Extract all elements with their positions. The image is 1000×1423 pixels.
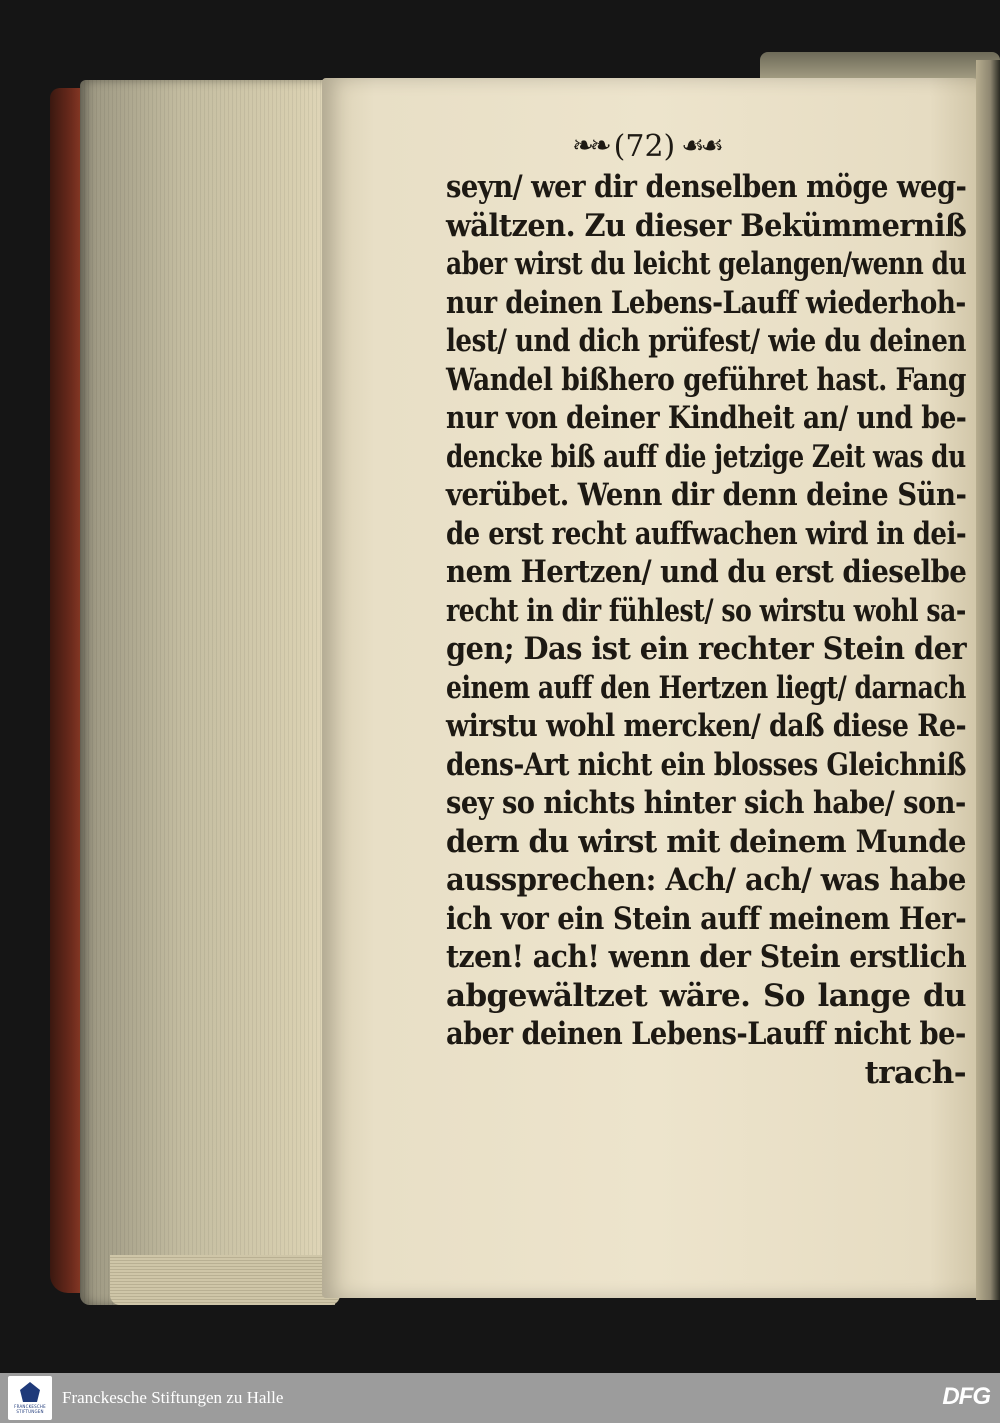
text-line: wirstu wohl mercken/ daß diese Re- — [446, 708, 967, 744]
text-line: lest/ und dich prüfest/ wie du deinen — [446, 323, 966, 359]
text-line: aber deinen Lebens-Lauff nicht be- — [446, 1016, 966, 1052]
left-ornament-icon: ❧❧ — [572, 131, 608, 161]
text-line: nur von deiner Kindheit an/ und be- — [446, 400, 967, 436]
text-line: Wandel bißhero geführet hast. Fang — [446, 361, 966, 398]
page-text — [446, 168, 966, 1092]
footer-bar — [0, 1373, 1000, 1423]
text-line: aussprechen: Ach/ ach/ was habe — [446, 862, 966, 898]
text-line: tzen! ach! wenn der Stein erstlich — [446, 939, 967, 975]
text-line: nem Hertzen/ und du erst dieselbe — [446, 554, 967, 590]
text-line: nur deinen Lebens-Lauff wiederhoh- — [446, 284, 966, 321]
text-line: ich vor ein Stein auff meinem Her- — [446, 900, 967, 937]
text-line: de erst recht auffwachen wird in dei- — [446, 515, 967, 552]
text-line: einem auff den Hertzen liegt/ darnach — [446, 669, 966, 706]
page-right-edge — [976, 60, 1000, 1300]
page-edges — [80, 80, 335, 1305]
text-line: dern du wirst mit deinem Munde — [446, 823, 966, 860]
institution-logo[interactable] — [8, 1376, 52, 1420]
text-line: seyn/ wer dir denselben möge weg- — [446, 169, 967, 205]
text-line: dens-Art nicht ein blosses Gleichniß — [446, 746, 966, 783]
catchword: trach- — [864, 1054, 966, 1091]
logo-emblem-icon — [20, 1382, 40, 1402]
right-ornament-icon: ☙☙ — [681, 131, 720, 161]
text-line: recht in dir fühlest/ so wirstu wohl sa- — [446, 592, 966, 629]
text-line: gen; Das ist ein rechter Stein der — [446, 631, 967, 667]
text-line: verübet. Wenn dir denn deine Sün- — [446, 477, 967, 513]
text-line: aber wirst du leicht gelangen/wenn du — [446, 246, 967, 282]
logo-text: FRANCKESCHE STIFTUNGEN — [14, 1404, 46, 1414]
page-number: (72) — [613, 128, 676, 164]
institution-name[interactable]: Franckesche Stiftungen zu Halle — [62, 1388, 284, 1407]
text-line: abgewältzet wäre. So lange du — [446, 977, 966, 1014]
text-line: wältzen. Zu dieser Bekümmerniß — [446, 207, 967, 244]
page-edges-bottom — [110, 1255, 340, 1305]
text-line: dencke biß auff die jetzige Zeit was du — [446, 438, 966, 475]
dfg-logo[interactable]: DFG — [942, 1383, 990, 1410]
page-header — [446, 126, 846, 166]
text-line: sey so nichts hinter sich habe/ son- — [446, 785, 966, 821]
